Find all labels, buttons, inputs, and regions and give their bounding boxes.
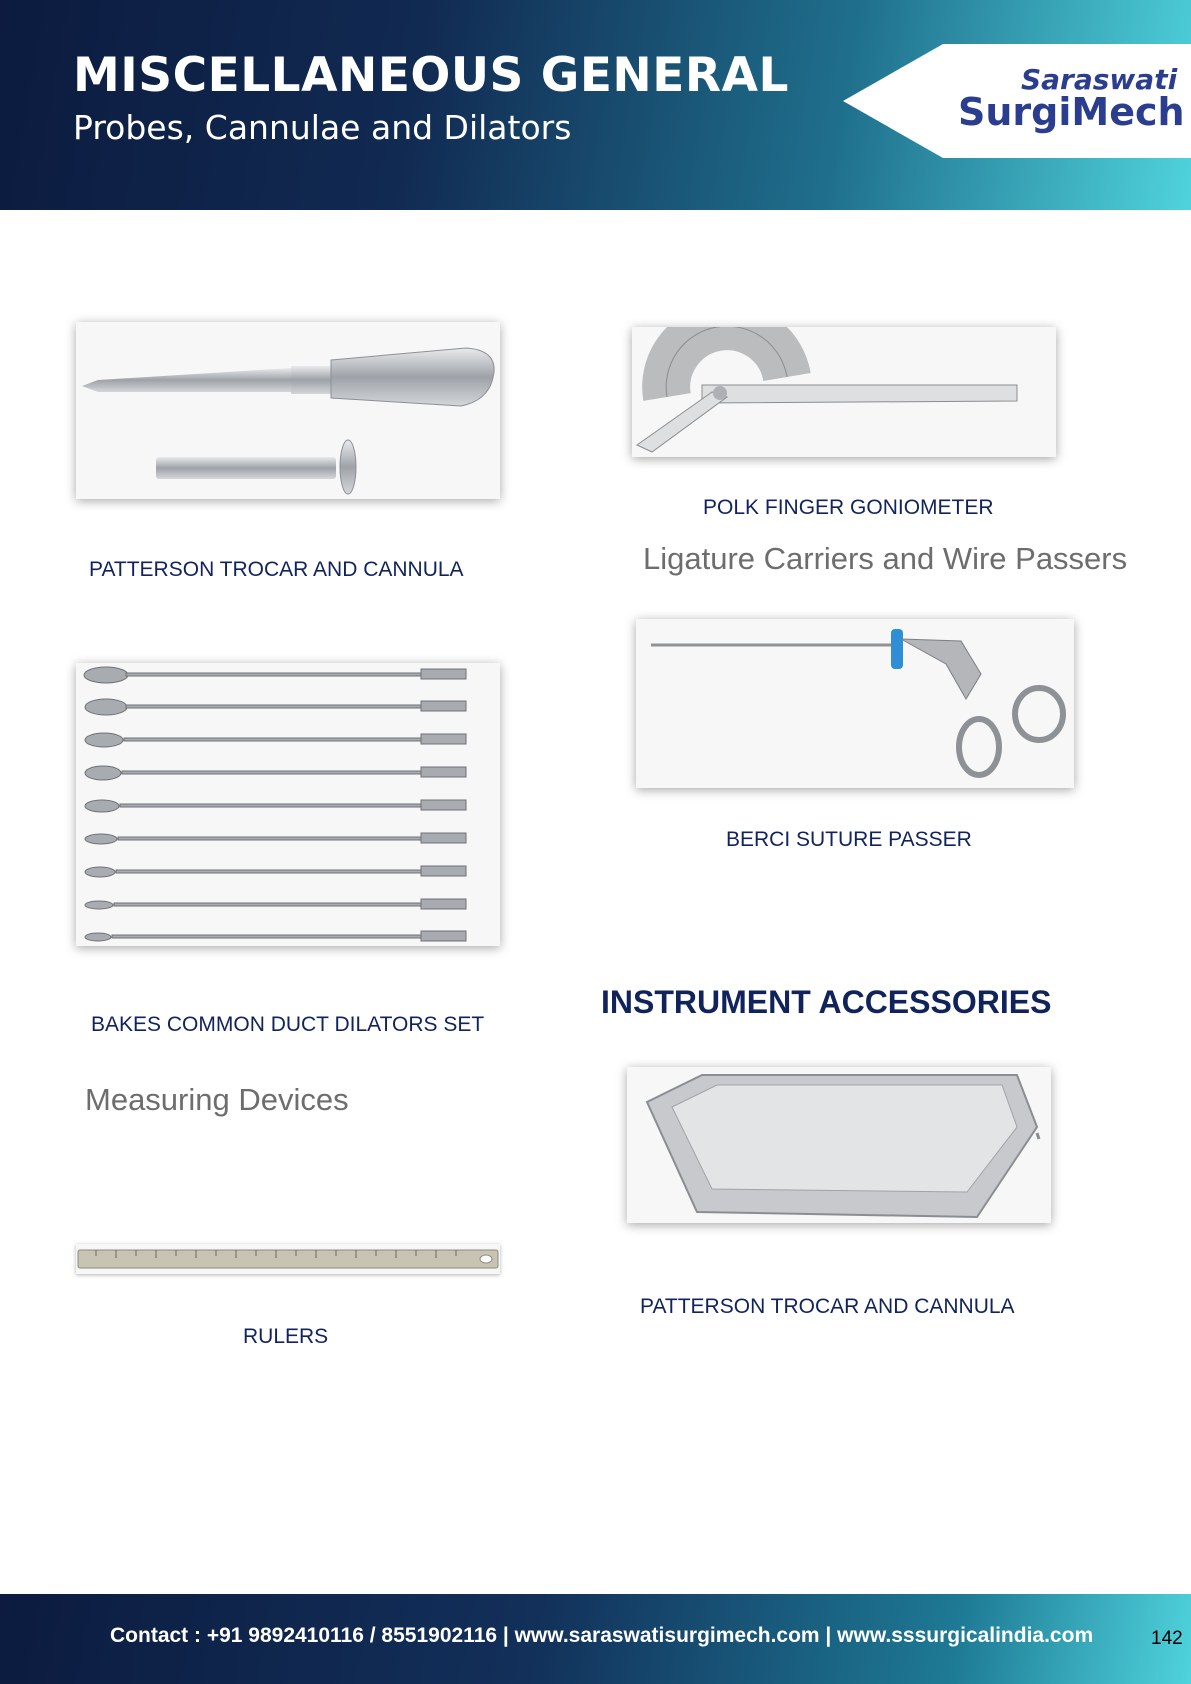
patterson-trocar-accessory-label: PATTERSON TROCAR AND CANNULA xyxy=(640,1295,1015,1318)
page-title: MISCELLANEOUS GENERAL xyxy=(73,48,789,103)
instrument-tray-image xyxy=(627,1067,1051,1223)
goniometer-label: POLK FINGER GONIOMETER xyxy=(703,496,994,519)
instrument-accessories-heading: INSTRUMENT ACCESSORIES xyxy=(601,984,1052,1020)
page-subtitle: Probes, Cannulae and Dilators xyxy=(73,108,572,147)
patterson-trocar-image xyxy=(76,322,500,499)
logo-wordmark-bottom: SurgiMech xyxy=(958,90,1185,134)
bakes-dilators-label: BAKES COMMON DUCT DILATORS SET xyxy=(91,1013,485,1036)
page-footer xyxy=(0,1594,1191,1684)
goniometer-image xyxy=(632,327,1056,457)
berci-suture-passer-image xyxy=(636,619,1074,788)
ligature-section-heading: Ligature Carriers and Wire Passers xyxy=(643,541,1128,576)
brand-logo xyxy=(843,44,1191,158)
page-header xyxy=(0,0,1191,210)
bakes-dilators-image xyxy=(76,663,500,946)
contact-info: Contact : +91 9892410116 / 8551902116 | www.saraswatisurgimech.com | www.sssurgicalindia.com xyxy=(110,1624,1094,1647)
ruler-image xyxy=(76,1244,500,1274)
patterson-trocar-label: PATTERSON TROCAR AND CANNULA xyxy=(89,558,464,581)
page-number: 142 xyxy=(1151,1628,1183,1649)
measuring-devices-heading: Measuring Devices xyxy=(85,1082,349,1117)
logo-wordmark-top: Saraswati xyxy=(1021,63,1178,96)
berci-suture-passer-label: BERCI SUTURE PASSER xyxy=(726,828,972,851)
rulers-label: RULERS xyxy=(243,1325,329,1348)
